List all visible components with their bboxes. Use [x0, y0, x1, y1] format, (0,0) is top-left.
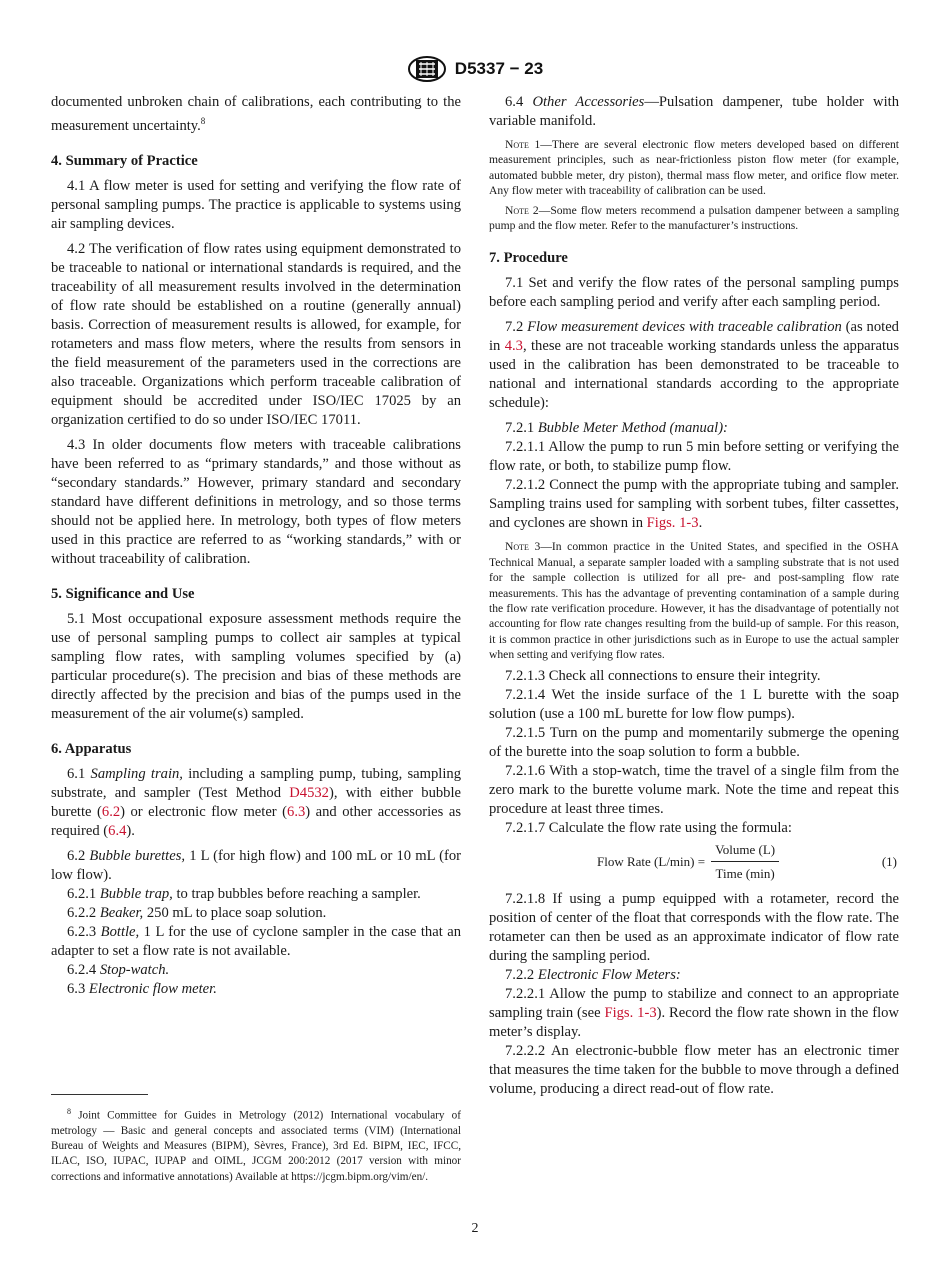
- intro-paragraph: documented unbroken chain of calibrations, each contributing to the measurement uncertainty.$^8$: [51, 94, 461, 134]
- para-5-1: 5.1 Most occupational exposure assessment methods require the use of personal sampling pumps to collect air samples at typical sampling flow rates, with sampling volumes specified by (a) particular procedure(s). The precision and bias of these methods are directly affected by the precision and bias of the pumps used in the measurement of the air volume(s) sampled.: [51, 610, 461, 722]
- footnote-8: $^8$ Joint Committee for Guides in Metrology (2012) International vocabulary of metrology — Basic and general concepts and associated terms (VIM) (International Bureau of Weights and Measures (BIPM), Sèvres, France), 3rd Ed. BIPM, IEC, IFCC, ILAC, ISO, IUPAC, IUPAP and OIML, JCGM 200:2012 (2017 version with minor corrections and informative annotations) Available at https://jcgm.bipm.org/vim/en/.: [51, 1107, 461, 1183]
- link-d4532[interactable]: D4532: [289, 784, 329, 801]
- formula-numerator: Volume (L): [711, 840, 779, 862]
- para-7-2: 7.2 Flow measurement devices with traceable calibration (as noted in 4.3, these are not traceable working standards unless the apparatus used in the calibration has been demonstrated to be traceable to national and international standards according to the appropriate schedule):: [489, 319, 900, 412]
- para-6-2-1: 6.2.1 Bubble trap, to trap bubbles before reaching a sampler.: [67, 885, 421, 902]
- para-6-2-2: 6.2.2 Beaker, 250 mL to place soap solution.: [67, 904, 327, 921]
- para-6-2-4: 6.2.4 Stop-watch.: [67, 961, 170, 978]
- para-7-2-1-2: 7.2.1.2 Connect the pump with the appropriate tubing and sampler. Sampling trains used for sampling with sorbent tubes, filter cassettes, and cyclones are shown in Figs. 1-3.: [489, 477, 899, 532]
- document-id: D5337 − 23: [454, 59, 544, 78]
- link-figs-1-3-b[interactable]: Figs. 1-3: [604, 1004, 657, 1021]
- para-6-1: 6.1 Sampling train, including a sampling pump, tubing, sampling substrate, and sampler (Test Method D4532), with either bubble burette (6.2) or electronic flow meter (6.3) and other accessories as required (6.4).: [51, 765, 461, 839]
- formula-denominator: Time (min): [715, 866, 775, 882]
- link-6-3[interactable]: 6.3: [287, 803, 306, 820]
- para-4-1: 4.1 A flow meter is used for setting and verifying the flow rate of personal sampling pumps. The practice is applicable to systems using air sampling devices.: [51, 177, 461, 232]
- section-6-heading: 6. Apparatus: [51, 740, 132, 757]
- formula-lhs: Flow Rate (L/min) =: [597, 854, 706, 870]
- page-number: 2: [471, 1221, 479, 1236]
- para-7-2-1: 7.2.1 Bubble Meter Method (manual):: [505, 420, 728, 437]
- para-7-2-2-1: 7.2.2.1 Allow the pump to stabilize and connect to an appropriate sampling train (see Figs. 1-3). Record the flow rate shown in the flow meter’s display.: [489, 985, 899, 1040]
- left-column: [51, 93, 461, 999]
- para-7-2-1-5: 7.2.1.5 Turn on the pump and momentarily submerge the opening of the burette into the soap solution to form a bubble.: [489, 724, 899, 760]
- para-7-2-1-1: 7.2.1.1 Allow the pump to run 5 min before setting or verifying the flow rate, or both, to stabilize pump flow.: [489, 439, 899, 475]
- equation-number: (1): [881, 854, 897, 870]
- para-7-1: 7.1 Set and verify the flow rates of the personal sampling pumps before each sampling period and verify after each sampling period.: [489, 275, 899, 311]
- footnote-ref[interactable]: 8: [200, 116, 206, 126]
- para-7-2-1-8: 7.2.1.8 If using a pump equipped with a rotameter, record the position of center of the float that corresponds with the flow rate. The rotameter can then be used as an approximate indicator of flow rate during the sampling period.: [489, 890, 899, 964]
- link-6-2[interactable]: 6.2: [101, 803, 121, 820]
- para-6-2: 6.2 Bubble burettes, 1 L (for high flow) and 100 mL or 10 mL (for low flow).: [51, 847, 461, 883]
- note-2: Note 2—Some flow meters recommend a pulsation dampener between a sampling pump and the flow meter. Refer to the manufacturer’s instructions.: [489, 203, 900, 233]
- para-7-2-1-6: 7.2.1.6 With a stop-watch, time the travel of a single film from the zero mark to the burette volume mark. Note the time and repeat this procedure at least three times.: [489, 762, 899, 817]
- page-header: [0, 54, 950, 84]
- link-figs-1-3[interactable]: Figs. 1-3: [646, 515, 699, 532]
- note-3: Note 3—In common practice in the United States, and specified in the OSHA Technical Manual, a separate sampler loaded with a sampling substrate that is not used for the sample collection is utilized for all pre- and post-sampling flow rate measurements. This has the advantage of preventing contamination of a sample during the flow rate verification procedure. However, it has the disadvantage of potentially not accounting for flow rate changes resulting from the build-up of sample. For this reason, it is common practice in other jurisdictions such as in Europe to use the actual sampler when setting and verifying flow rates.: [489, 540, 899, 662]
- astm-logo-icon: [407, 55, 447, 83]
- para-4-2: 4.2 The verification of flow rates using equipment demonstrated to be traceable to national or international standards is required, and the traceability of all measurement results involved in the determination of flow rate should be established on a routine (generally annual) basis. Correction of measurement results is allowed, for example, for rotameters and mass flow meters, where the results from sensors in the field measurement of the parameters used in the corrections are also traceable. Organizations which perform traceable calibration of equipment should be accredited under ISO/IEC 17025 by an organization certified to do so under ISO/IEC 17011.: [51, 240, 461, 428]
- link-4-3[interactable]: 4.3: [504, 338, 523, 355]
- section-5-heading: 5. Significance and Use: [51, 585, 195, 602]
- formula-fraction: [711, 840, 779, 883]
- section-7-heading: 7. Procedure: [489, 250, 568, 267]
- para-7-2-1-7: 7.2.1.7 Calculate the flow rate using the formula:: [505, 819, 792, 836]
- para-6-4: 6.4 Other Accessories—Pulsation dampener, tube holder with variable manifold.: [489, 94, 899, 129]
- section-4-heading: 4. Summary of Practice: [51, 152, 198, 169]
- para-7-2-1-4: 7.2.1.4 Wet the inside surface of the 1 L burette with the soap solution (use a 100 mL burette for low flow pumps).: [489, 686, 899, 722]
- para-7-2-1-3: 7.2.1.3 Check all connections to ensure their integrity.: [505, 667, 821, 684]
- para-6-3: 6.3 Electronic flow meter.: [67, 980, 217, 997]
- footnote-divider: [51, 1094, 148, 1095]
- flow-rate-formula: [489, 840, 899, 884]
- para-7-2-2-2: 7.2.2.2 An electronic-bubble flow meter has an electronic timer that measures the time taken for the bubble to move through a defined volume, producing a direct read-out of flow rate.: [489, 1042, 899, 1097]
- para-6-2-3: 6.2.3 Bottle, 1 L for the use of cyclone sampler in the case that an adapter to set a flow rate is not available.: [51, 923, 461, 959]
- para-7-2-2: 7.2.2 Electronic Flow Meters:: [505, 966, 681, 983]
- para-4-3: 4.3 In older documents flow meters with traceable calibrations have been referred to as “primary standards,” and those without as “secondary standards.” However, primary standard and secondary standard have different definitions in metrology, and so those terms should not be applied here. In metrology, both types of flow meters used in this practice are referred to as “working standards,” with or without traceability of calibration.: [51, 436, 461, 567]
- link-6-4[interactable]: 6.4: [108, 822, 127, 839]
- note-1: Note 1—There are several electronic flow meters developed based on different measurement principles, such as near-frictionless piston flow meter (for example, automated bubble meter, dry piston), thermal mass flow meter, and orifice flow meter. Any flow meter with traceability of calibration can be used.: [489, 138, 899, 198]
- right-column: [489, 93, 899, 1099]
